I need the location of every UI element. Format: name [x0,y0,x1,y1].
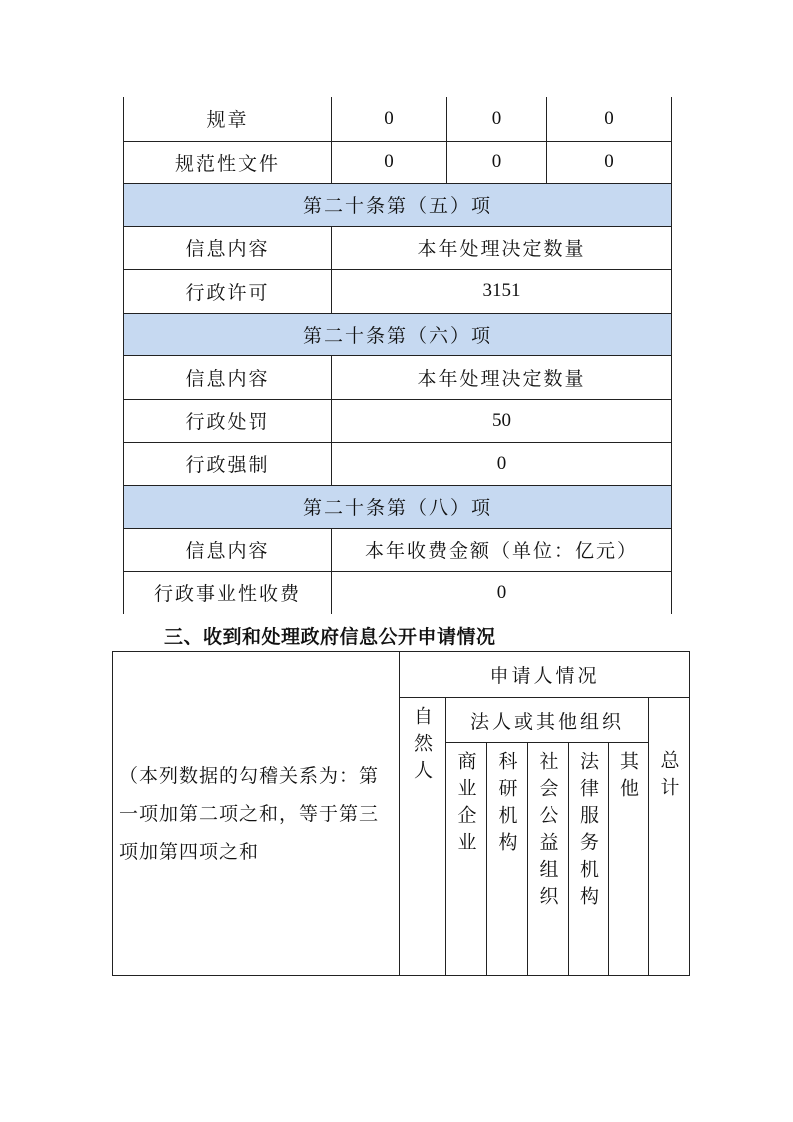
table-row [124,399,672,442]
table-row [124,97,672,141]
cell-value: 0 [447,97,547,141]
column-header: 本年收费金额（单位：亿元） [332,528,672,571]
section-header-row [124,485,672,528]
data-relationship-note: （本列数据的勾稽关系为：第一项加第二项之和，等于第三项加第四项之和 [113,652,400,976]
cell-value: 0 [547,141,672,183]
table-row [124,269,672,313]
column-header: 信息内容 [124,528,332,571]
row-label: 规范性文件 [124,141,332,183]
subcol-header [528,743,569,976]
table-row [124,355,672,399]
row-label: 行政事业性收费 [124,571,332,614]
row-label: 行政许可 [124,269,332,313]
cell-value: 0 [332,571,672,614]
row-label: 行政处罚 [124,399,332,442]
natural-person-header [400,698,446,976]
section-header: 第二十条第（六）项 [124,313,672,355]
cell-value: 0 [447,141,547,183]
table-row [113,652,690,698]
natural-person-label: 自然人 [411,706,433,787]
row-label: 行政强制 [124,442,332,485]
section-header: 第二十条第（五）项 [124,183,672,226]
application-table [112,651,690,976]
table-row [124,442,672,485]
applicant-header: 申请人情况 [400,652,690,698]
table-row [124,226,672,269]
subcol-header [446,743,487,976]
table-row [124,141,672,183]
column-header: 信息内容 [124,226,332,269]
column-header: 本年处理决定数量 [332,355,672,399]
total-header [649,698,690,976]
section-header: 第二十条第（八）项 [124,485,672,528]
column-header: 信息内容 [124,355,332,399]
subcol-header [569,743,609,976]
cell-value: 0 [332,141,447,183]
row-label: 规章 [124,97,332,141]
cell-value: 0 [547,97,672,141]
subcol-label: 社会公益组织 [536,751,559,913]
section-title: 三、收到和处理政府信息公开申请情况 [164,626,496,648]
cell-value: 3151 [332,269,672,313]
section-header-row [124,313,672,355]
cell-value: 0 [332,97,447,141]
subcol-header [487,743,528,976]
section-header-row [124,183,672,226]
disclosure-table [123,97,672,614]
subcol-label: 法律服务机构 [577,751,599,913]
subcol-label: 其他 [617,751,639,805]
total-label: 总计 [657,750,680,804]
cell-value: 50 [332,399,672,442]
subcol-label: 科研机构 [495,751,518,859]
cell-value: 0 [332,442,672,485]
subcol-label: 商业企业 [454,751,477,859]
subcol-header [609,743,649,976]
table-row [124,571,672,614]
table-row [124,528,672,571]
column-header: 本年处理决定数量 [332,226,672,269]
legal-org-header: 法人或其他组织 [446,698,649,743]
